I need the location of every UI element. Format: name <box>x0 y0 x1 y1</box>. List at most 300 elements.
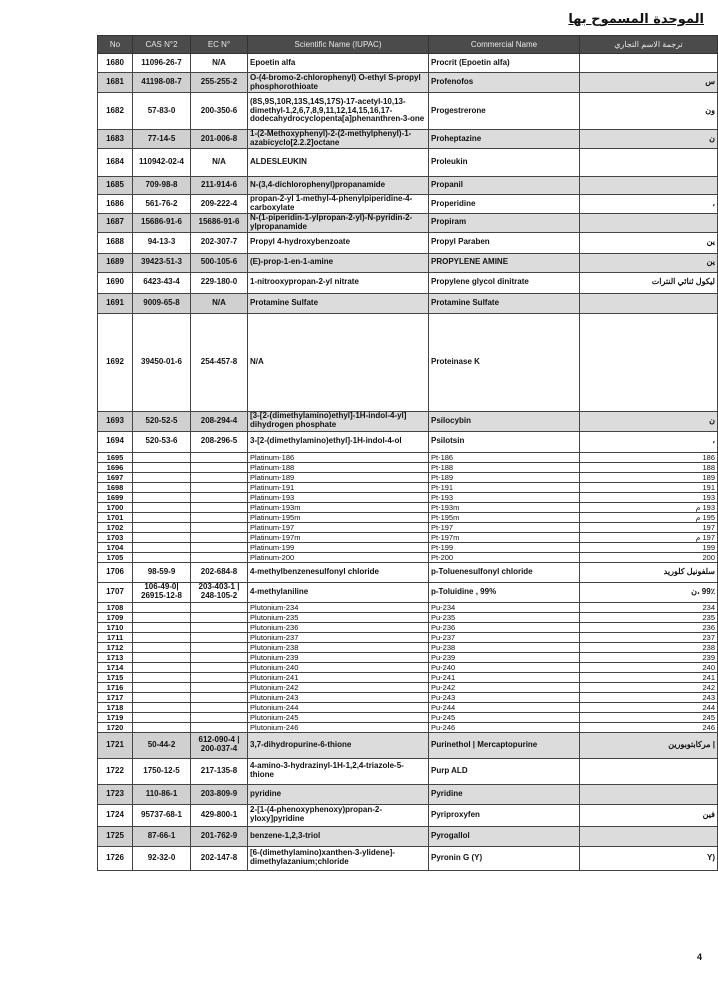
cell-ec-number: 208-294-4 <box>191 411 248 431</box>
cell-cas-number: 6423-43-4 <box>133 272 191 293</box>
cell-arabic-name: 237 <box>580 632 718 642</box>
cell-no: 1716 <box>98 682 133 692</box>
cell-scientific-name: Plutonium-235 <box>248 612 429 622</box>
cell-no: 1701 <box>98 512 133 522</box>
cell-ec-number: 200-350-6 <box>191 93 248 130</box>
cell-arabic-name: 239 <box>580 652 718 662</box>
cell-arabic-name: 236 <box>580 622 718 632</box>
cell-no: 1714 <box>98 662 133 672</box>
cell-commercial-name: Pt-193m <box>429 502 580 512</box>
cell-cas-number <box>133 632 191 642</box>
cell-scientific-name: benzene-1,2,3-triol <box>248 826 429 846</box>
cell-cas-number: 41198-08-7 <box>133 73 191 93</box>
cell-cas-number: 110942-02-4 <box>133 149 191 177</box>
cell-commercial-name: Pyriproxyfen <box>429 804 580 826</box>
cell-cas-number: 98-59-9 <box>133 562 191 582</box>
cell-commercial-name: Pu-234 <box>429 602 580 612</box>
cell-arabic-name: 189 <box>580 472 718 482</box>
cell-no: 1717 <box>98 692 133 702</box>
table-row <box>98 846 718 870</box>
cell-commercial-name: Pu-235 <box>429 612 580 622</box>
cell-arabic-name: 186 <box>580 452 718 462</box>
cell-arabic-name: 244 <box>580 702 718 712</box>
cell-ec-number: 255-255-2 <box>191 73 248 93</box>
cell-scientific-name: Plutonium-242 <box>248 682 429 692</box>
cell-cas-number: 520-52-5 <box>133 411 191 431</box>
cell-no: 1695 <box>98 452 133 462</box>
cell-cas-number <box>133 482 191 492</box>
cell-commercial-name: Pt-191 <box>429 482 580 492</box>
cell-ec-number <box>191 472 248 482</box>
cell-no: 1707 <box>98 582 133 602</box>
cell-ec-number <box>191 712 248 722</box>
cell-ec-number <box>191 632 248 642</box>
cell-arabic-name: 191 <box>580 482 718 492</box>
table-row <box>98 672 718 682</box>
cell-arabic-name: 197 م <box>580 532 718 542</box>
column-header-commercial-name: Commercial Name <box>429 36 580 54</box>
table-row <box>98 602 718 612</box>
table-row <box>98 612 718 622</box>
cell-cas-number: 87-66-1 <box>133 826 191 846</box>
cell-cas-number: 57-83-0 <box>133 93 191 130</box>
cell-ec-number: 202-147-8 <box>191 846 248 870</box>
cell-ec-number: N/A <box>191 293 248 313</box>
table-row <box>98 149 718 177</box>
cell-commercial-name: Protamine Sulfate <box>429 293 580 313</box>
cell-no: 1702 <box>98 522 133 532</box>
cell-commercial-name: Profenofos <box>429 73 580 93</box>
cell-commercial-name: Pt-195m <box>429 512 580 522</box>
cell-scientific-name: Plutonium-246 <box>248 722 429 732</box>
cell-no: 1691 <box>98 293 133 313</box>
cell-ec-number: 217-135-8 <box>191 758 248 784</box>
cell-arabic-name: ون <box>580 93 718 130</box>
cell-ec-number <box>191 452 248 462</box>
table-row <box>98 492 718 502</box>
cell-cas-number: 106-49-0| 26915-12-8 <box>133 582 191 602</box>
cell-commercial-name: Pt-193 <box>429 492 580 502</box>
cell-scientific-name: Plutonium-234 <box>248 602 429 612</box>
cell-arabic-name: 99٪ ،ن <box>580 582 718 602</box>
cell-cas-number: 15686-91-6 <box>133 214 191 233</box>
cell-no: 1725 <box>98 826 133 846</box>
cell-commercial-name: Pu-237 <box>429 632 580 642</box>
cell-arabic-name <box>580 293 718 313</box>
cell-ec-number <box>191 702 248 712</box>
cell-arabic-name: سلفونيل كلوريد <box>580 562 718 582</box>
cell-commercial-name: Pt-199 <box>429 542 580 552</box>
cell-cas-number <box>133 542 191 552</box>
cell-no: 1715 <box>98 672 133 682</box>
cell-scientific-name: [6-(dimethylamino)xanthen-3-ylidene]-dimethylazanium;chloride <box>248 846 429 870</box>
cell-cas-number <box>133 612 191 622</box>
cell-ec-number <box>191 552 248 562</box>
cell-ec-number <box>191 602 248 612</box>
cell-commercial-name: Pu-244 <box>429 702 580 712</box>
table-row <box>98 232 718 253</box>
cell-scientific-name: pyridine <box>248 784 429 804</box>
cell-cas-number: 9009-65-8 <box>133 293 191 313</box>
cell-commercial-name: p-Toluenesulfonyl chloride <box>429 562 580 582</box>
cell-scientific-name: Platinum-193 <box>248 492 429 502</box>
cell-cas-number <box>133 502 191 512</box>
cell-ec-number: N/A <box>191 149 248 177</box>
cell-ec-number: 209-222-4 <box>191 195 248 214</box>
cell-arabic-name: ن <box>580 411 718 431</box>
cell-no: 1722 <box>98 758 133 784</box>
table-row <box>98 522 718 532</box>
table-row <box>98 472 718 482</box>
cell-cas-number <box>133 642 191 652</box>
column-header-cas: CAS N°2 <box>133 36 191 54</box>
table-row <box>98 253 718 272</box>
cell-commercial-name: Pt-197 <box>429 522 580 532</box>
chemicals-table <box>97 35 718 871</box>
table-row <box>98 411 718 431</box>
cell-cas-number <box>133 552 191 562</box>
cell-no: 1712 <box>98 642 133 652</box>
cell-no: 1697 <box>98 472 133 482</box>
cell-ec-number <box>191 532 248 542</box>
cell-scientific-name: Plutonium-237 <box>248 632 429 642</box>
cell-cas-number <box>133 712 191 722</box>
cell-arabic-name <box>580 313 718 411</box>
cell-commercial-name: Pu-236 <box>429 622 580 632</box>
cell-no: 1704 <box>98 542 133 552</box>
cell-commercial-name: Pu-243 <box>429 692 580 702</box>
cell-arabic-name <box>580 784 718 804</box>
cell-arabic-name: ، <box>580 431 718 452</box>
cell-arabic-name: 197 <box>580 522 718 532</box>
table-row <box>98 313 718 411</box>
cell-no: 1710 <box>98 622 133 632</box>
table-row <box>98 431 718 452</box>
table-row <box>98 272 718 293</box>
column-header-ec: EC N° <box>191 36 248 54</box>
cell-cas-number <box>133 662 191 672</box>
cell-arabic-name: 235 <box>580 612 718 622</box>
cell-commercial-name: Propylene glycol dinitrate <box>429 272 580 293</box>
cell-cas-number <box>133 652 191 662</box>
cell-no: 1690 <box>98 272 133 293</box>
cell-cas-number: 39423-51-3 <box>133 253 191 272</box>
cell-arabic-name <box>580 177 718 195</box>
cell-ec-number <box>191 672 248 682</box>
cell-arabic-name: 242 <box>580 682 718 692</box>
cell-scientific-name: Epoetin alfa <box>248 54 429 73</box>
cell-arabic-name: فين <box>580 804 718 826</box>
table-row <box>98 177 718 195</box>
cell-ec-number: 211-914-6 <box>191 177 248 195</box>
cell-ec-number: N/A <box>191 54 248 73</box>
cell-arabic-name: ، <box>580 195 718 214</box>
cell-ec-number: 429-800-1 <box>191 804 248 826</box>
cell-no: 1686 <box>98 195 133 214</box>
page-title: الموحدة المسموح بها <box>568 12 704 27</box>
cell-ec-number <box>191 662 248 672</box>
cell-cas-number: 77-14-5 <box>133 130 191 149</box>
cell-cas-number <box>133 522 191 532</box>
table-row <box>98 652 718 662</box>
cell-cas-number: 110-86-1 <box>133 784 191 804</box>
cell-ec-number <box>191 512 248 522</box>
cell-arabic-name: 243 <box>580 692 718 702</box>
cell-commercial-name: Pt-186 <box>429 452 580 462</box>
cell-no: 1723 <box>98 784 133 804</box>
cell-commercial-name: Pu-245 <box>429 712 580 722</box>
cell-no: 1688 <box>98 232 133 253</box>
cell-cas-number <box>133 622 191 632</box>
cell-commercial-name: Purp ALD <box>429 758 580 784</box>
cell-commercial-name: Pt-189 <box>429 472 580 482</box>
cell-scientific-name: Plutonium-240 <box>248 662 429 672</box>
cell-no: 1709 <box>98 612 133 622</box>
cell-no: 1724 <box>98 804 133 826</box>
cell-no: 1683 <box>98 130 133 149</box>
cell-commercial-name: Proleukin <box>429 149 580 177</box>
cell-commercial-name: Pu-240 <box>429 662 580 672</box>
cell-arabic-name <box>580 826 718 846</box>
cell-ec-number: 201-006-8 <box>191 130 248 149</box>
cell-scientific-name: (E)-prop-1-en-1-amine <box>248 253 429 272</box>
cell-scientific-name: 1-(2-Methoxyphenyl)-2-(2-methylphenyl)-1-azabicyclo[2.2.2]octane <box>248 130 429 149</box>
cell-scientific-name: Plutonium-244 <box>248 702 429 712</box>
table-row <box>98 622 718 632</box>
cell-no: 1681 <box>98 73 133 93</box>
cell-scientific-name: 3-[2-(dimethylamino)ethyl]-1H-indol-4-ol <box>248 431 429 452</box>
column-header-arabic-name: ترجمة الاسم التجاري <box>580 36 718 54</box>
cell-cas-number <box>133 452 191 462</box>
cell-commercial-name: Progestrerone <box>429 93 580 130</box>
cell-no: 1706 <box>98 562 133 582</box>
cell-arabic-name: ين <box>580 253 718 272</box>
cell-no: 1718 <box>98 702 133 712</box>
cell-ec-number <box>191 622 248 632</box>
table-row <box>98 195 718 214</box>
table-row <box>98 130 718 149</box>
cell-ec-number: 15686-91-6 <box>191 214 248 233</box>
cell-no: 1692 <box>98 313 133 411</box>
cell-scientific-name: Platinum-189 <box>248 472 429 482</box>
cell-cas-number <box>133 722 191 732</box>
cell-scientific-name: Plutonium-241 <box>248 672 429 682</box>
cell-ec-number: 229-180-0 <box>191 272 248 293</box>
cell-no: 1680 <box>98 54 133 73</box>
cell-cas-number <box>133 462 191 472</box>
cell-scientific-name: N/A <box>248 313 429 411</box>
cell-cas-number: 94-13-3 <box>133 232 191 253</box>
cell-commercial-name: Propanil <box>429 177 580 195</box>
cell-arabic-name: 193 <box>580 492 718 502</box>
cell-no: 1689 <box>98 253 133 272</box>
cell-scientific-name: propan-2-yl 1-methyl-4-phenylpiperidine-4-carboxylate <box>248 195 429 214</box>
cell-scientific-name: Platinum-195m <box>248 512 429 522</box>
cell-ec-number: 203-809-9 <box>191 784 248 804</box>
cell-arabic-name: | مركابتوبورين <box>580 732 718 758</box>
cell-cas-number <box>133 692 191 702</box>
cell-commercial-name: Pyridine <box>429 784 580 804</box>
cell-commercial-name: Propiram <box>429 214 580 233</box>
table-row <box>98 682 718 692</box>
cell-cas-number <box>133 672 191 682</box>
cell-scientific-name: N-(3,4-dichlorophenyl)propanamide <box>248 177 429 195</box>
cell-no: 1720 <box>98 722 133 732</box>
cell-arabic-name: س <box>580 73 718 93</box>
column-header-scientific-name: Scientific Name (IUPAC) <box>248 36 429 54</box>
cell-no: 1699 <box>98 492 133 502</box>
table-row <box>98 73 718 93</box>
cell-arabic-name: ن <box>580 130 718 149</box>
cell-arabic-name: 234 <box>580 602 718 612</box>
table-row <box>98 692 718 702</box>
cell-commercial-name: Psilocybin <box>429 411 580 431</box>
cell-scientific-name: Plutonium-236 <box>248 622 429 632</box>
cell-ec-number <box>191 542 248 552</box>
table-row <box>98 93 718 130</box>
cell-commercial-name: Pu-246 <box>429 722 580 732</box>
table-row <box>98 214 718 233</box>
table-row <box>98 452 718 462</box>
cell-commercial-name: Pyrogallol <box>429 826 580 846</box>
cell-ec-number: 202-684-8 <box>191 562 248 582</box>
cell-ec-number: 202-307-7 <box>191 232 248 253</box>
cell-commercial-name: Pu-242 <box>429 682 580 692</box>
cell-cas-number: 50-44-2 <box>133 732 191 758</box>
cell-arabic-name: 238 <box>580 642 718 652</box>
cell-commercial-name: Pt-188 <box>429 462 580 472</box>
cell-ec-number <box>191 642 248 652</box>
cell-arabic-name: 195 م <box>580 512 718 522</box>
cell-scientific-name: Platinum-186 <box>248 452 429 462</box>
table-row <box>98 462 718 472</box>
cell-commercial-name: PROPYLENE AMINE <box>429 253 580 272</box>
cell-arabic-name: 200 <box>580 552 718 562</box>
cell-scientific-name: Platinum-200 <box>248 552 429 562</box>
cell-arabic-name <box>580 758 718 784</box>
cell-scientific-name: Propyl 4-hydroxybenzoate <box>248 232 429 253</box>
cell-no: 1684 <box>98 149 133 177</box>
cell-scientific-name: ALDESLEUKIN <box>248 149 429 177</box>
cell-ec-number <box>191 522 248 532</box>
table-row <box>98 562 718 582</box>
cell-commercial-name: Pt-200 <box>429 552 580 562</box>
table-row <box>98 54 718 73</box>
cell-no: 1721 <box>98 732 133 758</box>
cell-commercial-name: Proheptazine <box>429 130 580 149</box>
table-header-row <box>98 36 718 54</box>
cell-commercial-name: Pyronin G (Y) <box>429 846 580 870</box>
table-row <box>98 482 718 492</box>
cell-ec-number <box>191 652 248 662</box>
table-row <box>98 293 718 313</box>
table-row <box>98 552 718 562</box>
cell-cas-number <box>133 532 191 542</box>
cell-scientific-name: 2-[1-(4-phenoxyphenoxy)propan-2-yloxy]pyridine <box>248 804 429 826</box>
cell-scientific-name: Plutonium-243 <box>248 692 429 702</box>
cell-cas-number: 1750-12-5 <box>133 758 191 784</box>
cell-scientific-name: [3-[2-(dimethylamino)ethyl]-1H-indol-4-yl] dihydrogen phosphate <box>248 411 429 431</box>
cell-scientific-name: Platinum-199 <box>248 542 429 552</box>
cell-scientific-name: Platinum-191 <box>248 482 429 492</box>
cell-commercial-name: Procrit (Epoetin alfa) <box>429 54 580 73</box>
cell-arabic-name: 188 <box>580 462 718 472</box>
cell-ec-number: 203-403-1 | 248-105-2 <box>191 582 248 602</box>
cell-scientific-name: N-(1-piperidin-1-ylpropan-2-yl)-N-pyridin-2-ylpropanamide <box>248 214 429 233</box>
cell-ec-number <box>191 612 248 622</box>
cell-scientific-name: Platinum-197m <box>248 532 429 542</box>
cell-commercial-name: Pu-241 <box>429 672 580 682</box>
cell-ec-number <box>191 692 248 702</box>
cell-arabic-name: 240 <box>580 662 718 672</box>
cell-scientific-name: Platinum-188 <box>248 462 429 472</box>
cell-scientific-name: (8S,9S,10R,13S,14S,17S)-17-acetyl-10,13-dimethyl-1,2,6,7,8,9,11,12,14,15,16,17-dodecahydrocyclopenta[a]phenanthren-3-one <box>248 93 429 130</box>
cell-scientific-name: 3,7-dihydropurine-6-thione <box>248 732 429 758</box>
cell-ec-number: 254-457-8 <box>191 313 248 411</box>
cell-no: 1694 <box>98 431 133 452</box>
cell-arabic-name: ين <box>580 232 718 253</box>
table-row <box>98 542 718 552</box>
cell-commercial-name: Psilotsin <box>429 431 580 452</box>
table-row <box>98 712 718 722</box>
cell-cas-number <box>133 702 191 712</box>
table-row <box>98 662 718 672</box>
cell-no: 1711 <box>98 632 133 642</box>
cell-no: 1685 <box>98 177 133 195</box>
table-row <box>98 502 718 512</box>
cell-arabic-name: 193 م <box>580 502 718 512</box>
cell-cas-number: 11096-26-7 <box>133 54 191 73</box>
table-row <box>98 758 718 784</box>
cell-cas-number: 39450-01-6 <box>133 313 191 411</box>
column-header-no: No <box>98 36 133 54</box>
cell-scientific-name: 4-methylaniline <box>248 582 429 602</box>
cell-commercial-name: Pu-239 <box>429 652 580 662</box>
table-row <box>98 826 718 846</box>
cell-no: 1687 <box>98 214 133 233</box>
cell-cas-number: 709-98-8 <box>133 177 191 195</box>
cell-commercial-name: Propyl Paraben <box>429 232 580 253</box>
cell-scientific-name: O-(4-bromo-2-chlorophenyl) O-ethyl S-propyl phosphorothioate <box>248 73 429 93</box>
cell-cas-number <box>133 602 191 612</box>
table-row <box>98 632 718 642</box>
table-row <box>98 642 718 652</box>
cell-cas-number <box>133 492 191 502</box>
cell-cas-number: 520-53-6 <box>133 431 191 452</box>
cell-no: 1705 <box>98 552 133 562</box>
cell-arabic-name: 241 <box>580 672 718 682</box>
table-row <box>98 512 718 522</box>
cell-no: 1713 <box>98 652 133 662</box>
cell-no: 1703 <box>98 532 133 542</box>
cell-scientific-name: Platinum-193m <box>248 502 429 512</box>
cell-scientific-name: 4-methylbenzenesulfonyl chloride <box>248 562 429 582</box>
cell-ec-number <box>191 482 248 492</box>
cell-ec-number <box>191 682 248 692</box>
cell-arabic-name: 246 <box>580 722 718 732</box>
cell-no: 1708 <box>98 602 133 612</box>
table-row <box>98 784 718 804</box>
cell-cas-number <box>133 512 191 522</box>
cell-arabic-name: 199 <box>580 542 718 552</box>
cell-arabic-name <box>580 214 718 233</box>
cell-arabic-name <box>580 54 718 73</box>
cell-cas-number <box>133 472 191 482</box>
table-row <box>98 722 718 732</box>
cell-commercial-name: Pt-197m <box>429 532 580 542</box>
cell-cas-number <box>133 682 191 692</box>
cell-commercial-name: Purinethol | Mercaptopurine <box>429 732 580 758</box>
